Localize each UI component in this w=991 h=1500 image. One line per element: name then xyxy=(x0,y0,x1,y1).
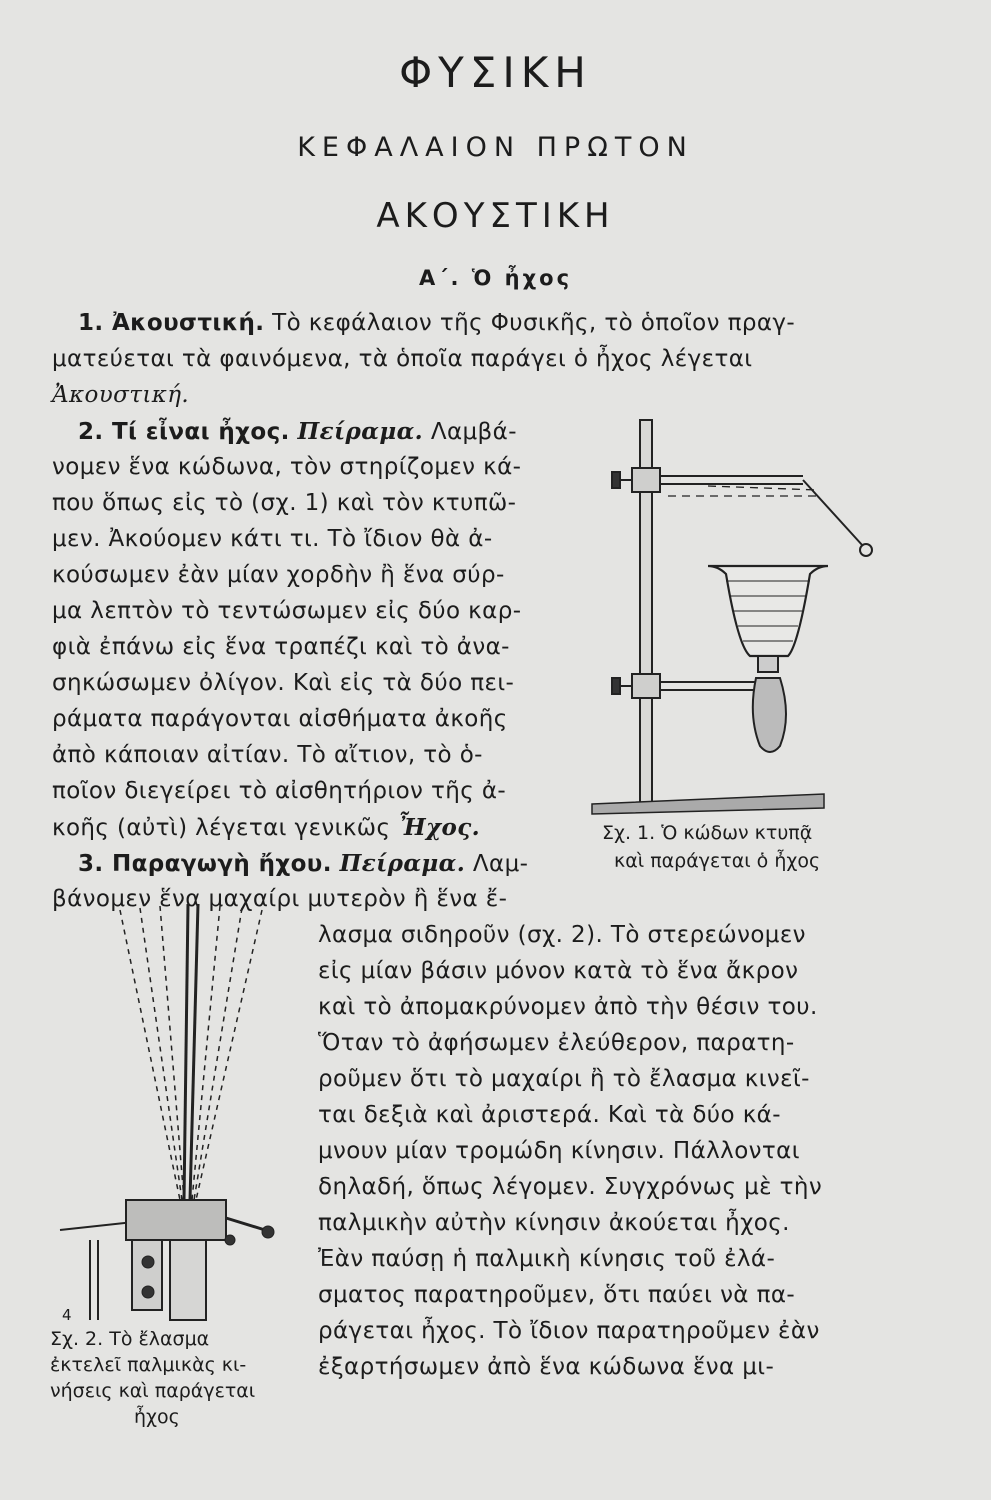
paragraph-3-line: ράγεται ἦχος. Τὸ ἴδιον παρατηροῦμεν ἐὰν xyxy=(318,1318,820,1344)
paragraph-3-line: ἐξαρτήσωμεν ἀπὸ ἕνα κώδωνα ἕνα μι- xyxy=(318,1354,775,1380)
paragraph-3-line-2: βάνομεν ἕνα μαχαίρι μυτερὸν ἢ ἕνα ἔ- xyxy=(52,886,508,912)
paragraph-2-line: ράματα παράγονται αἰσθήματα ἀκοῆς xyxy=(52,706,508,732)
paragraph-3-line: Ὅταν τὸ ἀφήσωμεν ἐλεύθερον, παρατη- xyxy=(318,1030,795,1056)
section-heading: Α΄. Ὁ ἦχος xyxy=(418,266,573,290)
paragraph-2-last-line: κοῆς (αὐτὶ) λέγεται γενικῶς Ἦχος. xyxy=(52,814,481,841)
paragraph-2-line: κούσωμεν ἐὰν μίαν χορδὴν ἢ ἕνα σύρ- xyxy=(52,562,505,588)
paragraph-3-line: δηλαδή, ὅπως λέγομεν. Συγχρόνως μὲ τὴν xyxy=(318,1174,823,1200)
figure-1-bell-illustration xyxy=(588,416,888,806)
paragraph-3-experiment: Πείραμα. xyxy=(339,850,466,877)
paragraph-2-line: μεν. Ἀκούομεν κάτι τι. Τὸ ἴδιον θὰ ἀ- xyxy=(52,526,493,552)
paragraph-2-experiment: Πείραμα. xyxy=(297,418,424,445)
paragraph-3-line: Ἐὰν παύσῃ ἡ παλμικὴ κίνησις τοῦ ἐλά- xyxy=(318,1246,776,1272)
figure-1-caption-line-2: καὶ παράγεται ὁ ἦχος xyxy=(614,850,821,872)
paragraph-3-line: ροῦμεν ὅτι τὸ μαχαίρι ἢ τὸ ἔλασμα κινεῖ- xyxy=(318,1066,810,1092)
paragraph-2-line: νομεν ἕνα κώδωνα, τὸν στηρίζομεν κά- xyxy=(52,454,522,480)
paragraph-3-line-1: 3. Παραγωγὴ ἤχου. Πείραμα. Λαμ- xyxy=(78,850,529,877)
paragraph-3-line: μνουν μίαν τρομώδη κίνησιν. Πάλλονται xyxy=(318,1138,800,1164)
figure-1-caption-line-1: Σχ. 1. Ὁ κώδων κτυπᾷ xyxy=(602,822,813,844)
paragraph-3-line: σματος παρατηροῦμεν, ὅτι παύει νὰ πα- xyxy=(318,1282,796,1308)
paragraph-2-line-1: 2. Τί εἶναι ἦχος. Πείραμα. Λαμβά- xyxy=(78,418,517,445)
paragraph-2-heading: 2. Τί εἶναι ἦχος. xyxy=(78,419,290,445)
figure-2-caption-line: Σχ. 2. Τὸ ἔλασμα xyxy=(50,1328,210,1350)
paragraph-1-term: Ἀκουστική. xyxy=(52,382,190,408)
paragraph-1-line-2: ματεύεται τὰ φαινόμενα, τὰ ὁποῖα παράγει ὁ ἦχος λέγεται xyxy=(52,346,753,372)
figure-2-vibrating-blade-illustration xyxy=(50,900,300,1320)
paragraph-2-term: Ἦχος. xyxy=(398,814,481,841)
paragraph-2-line: σηκώσωμεν ὀλίγον. Καὶ εἰς τὰ δύο πει- xyxy=(52,670,515,696)
paragraph-3-line: εἰς μίαν βάσιν μόνον κατὰ τὸ ἕνα ἄκρον xyxy=(318,958,799,984)
paragraph-1-heading: 1. Ἀκουστική. xyxy=(78,310,265,336)
paragraph-2-line: ποῖον διεγείρει τὸ αἰσθητήριον τῆς ἀ- xyxy=(52,778,507,804)
page-title: ΦΥΣΙΚΗ xyxy=(399,48,592,97)
paragraph-3-line: ται δεξιὰ καὶ ἀριστερά. Καὶ τὰ δύο κά- xyxy=(318,1102,781,1128)
figure-2-caption-line: νήσεις καὶ παράγεται xyxy=(50,1380,256,1402)
paragraph-2-line: που ὅπως εἰς τὸ (σχ. 1) καὶ τὸν κτυπῶ- xyxy=(52,490,517,516)
figure-2-caption-line: ἦχος xyxy=(134,1406,180,1428)
topic-heading: ΑΚΟΥΣΤΙΚΗ xyxy=(376,196,615,236)
paragraph-2-line: μα λεπτὸν τὸ τεντώσωμεν εἰς δύο καρ- xyxy=(52,598,522,624)
figure-2-label: 4 xyxy=(62,1306,72,1324)
paragraph-3-heading: 3. Παραγωγὴ ἤχου. xyxy=(78,851,332,877)
paragraph-2-line: φιὰ ἐπάνω εἰς ἕνα τραπέζι καὶ τὸ ἀνα- xyxy=(52,634,510,660)
paragraph-1-line-1: 1. Ἀκουστική. Τὸ κεφάλαιον τῆς Φυσικῆς, τὸ ὁποῖον πραγ- xyxy=(78,310,796,336)
paragraph-2-line: ἀπὸ κάποιαν αἰτίαν. Τὸ αἴτιον, τὸ ὁ- xyxy=(52,742,483,768)
paragraph-3-line: παλμικὴν αὐτὴν κίνησιν ἀκούεται ἦχος. xyxy=(318,1210,790,1236)
figure-2-caption-line: ἐκτελεῖ παλμικὰς κι- xyxy=(50,1354,247,1376)
paragraph-3-line: καὶ τὸ ἀπομακρύνομεν ἀπὸ τὴν θέσιν του. xyxy=(318,994,818,1020)
chapter-heading: ΚΕΦΑΛΑΙΟΝ ΠΡΩΤΟΝ xyxy=(297,132,694,163)
paragraph-3-line: λασμα σιδηροῦν (σχ. 2). Τὸ στερεώνομεν xyxy=(318,922,806,948)
